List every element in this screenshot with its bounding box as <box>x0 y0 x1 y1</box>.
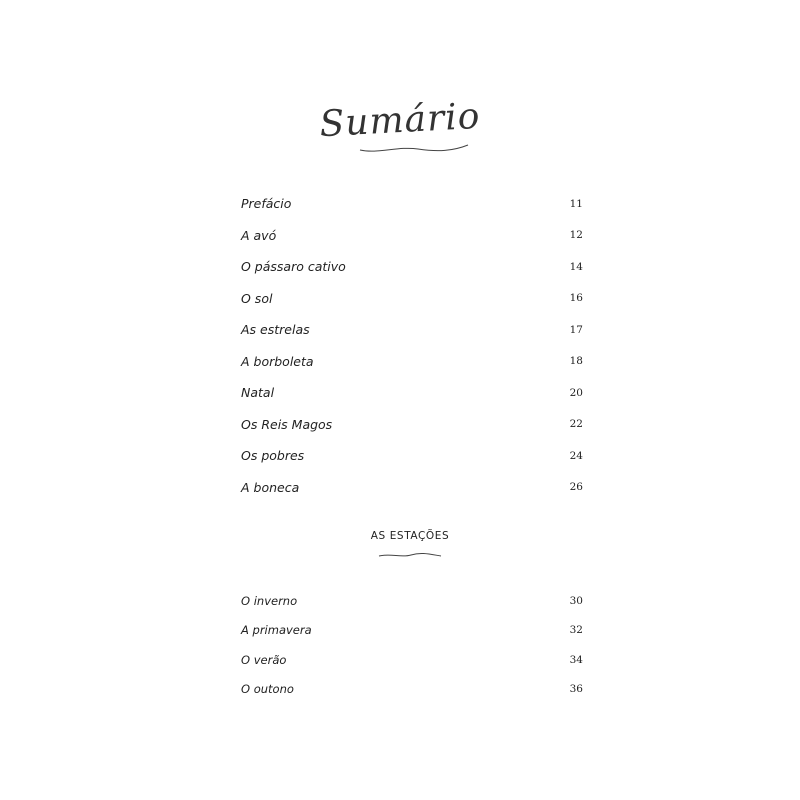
toc-entry-title: Natal <box>241 385 275 401</box>
toc-entry-page: 22 <box>569 418 583 431</box>
toc-entry-page: 34 <box>569 653 583 666</box>
toc-entry[interactable] <box>241 675 585 705</box>
toc-entry-title: A boneca <box>241 479 300 495</box>
toc-entry-page: 24 <box>569 449 583 462</box>
toc-entry[interactable] <box>241 377 585 409</box>
toc-entry[interactable] <box>241 346 585 378</box>
section-flourish-ornament <box>377 551 443 559</box>
page-title: Sumário <box>318 95 482 146</box>
toc-entry-title: O sol <box>241 290 273 306</box>
toc-entry-title: A primavera <box>241 623 312 638</box>
toc-entry[interactable] <box>241 586 585 616</box>
toc-entry[interactable] <box>241 440 585 472</box>
toc-entry-page: 20 <box>569 386 583 399</box>
toc-entry-page: 12 <box>569 229 583 242</box>
toc-entry[interactable] <box>241 472 585 504</box>
toc-entry-title: O inverno <box>241 593 298 608</box>
toc-entry-page: 32 <box>569 624 583 637</box>
toc-entry-page: 16 <box>569 292 583 305</box>
title-flourish-ornament <box>358 142 470 156</box>
toc-entry[interactable] <box>241 314 585 346</box>
toc-entry[interactable] <box>241 251 585 283</box>
toc-entry-title: Os Reis Magos <box>241 416 333 432</box>
section-toc-list <box>241 586 585 704</box>
toc-entry-title: Prefácio <box>241 196 292 212</box>
toc-entry-title: O pássaro cativo <box>241 259 346 275</box>
toc-entry-title: Os pobres <box>241 448 305 464</box>
toc-entry[interactable] <box>241 616 585 646</box>
toc-entry-page: 17 <box>569 323 583 336</box>
toc-entry[interactable] <box>241 283 585 315</box>
toc-entry[interactable] <box>241 220 585 252</box>
toc-list <box>241 188 585 503</box>
toc-entry-page: 11 <box>569 197 583 210</box>
toc-entry-title: O outono <box>241 682 294 697</box>
section-heading: AS ESTAÇÕES <box>370 530 450 542</box>
toc-entry-page: 30 <box>569 594 583 607</box>
toc-entry-page: 18 <box>569 355 583 368</box>
toc-entry-title: A avó <box>241 227 277 243</box>
toc-entry-page: 36 <box>569 683 583 696</box>
toc-entry-title: O verão <box>241 652 287 667</box>
toc-entry[interactable] <box>241 409 585 441</box>
toc-entry-title: As estrelas <box>241 322 310 338</box>
toc-entry-page: 14 <box>569 260 583 273</box>
toc-entry-page: 26 <box>569 481 583 494</box>
toc-entry-title: A borboleta <box>241 353 314 369</box>
toc-entry[interactable] <box>241 188 585 220</box>
toc-entry[interactable] <box>241 645 585 675</box>
